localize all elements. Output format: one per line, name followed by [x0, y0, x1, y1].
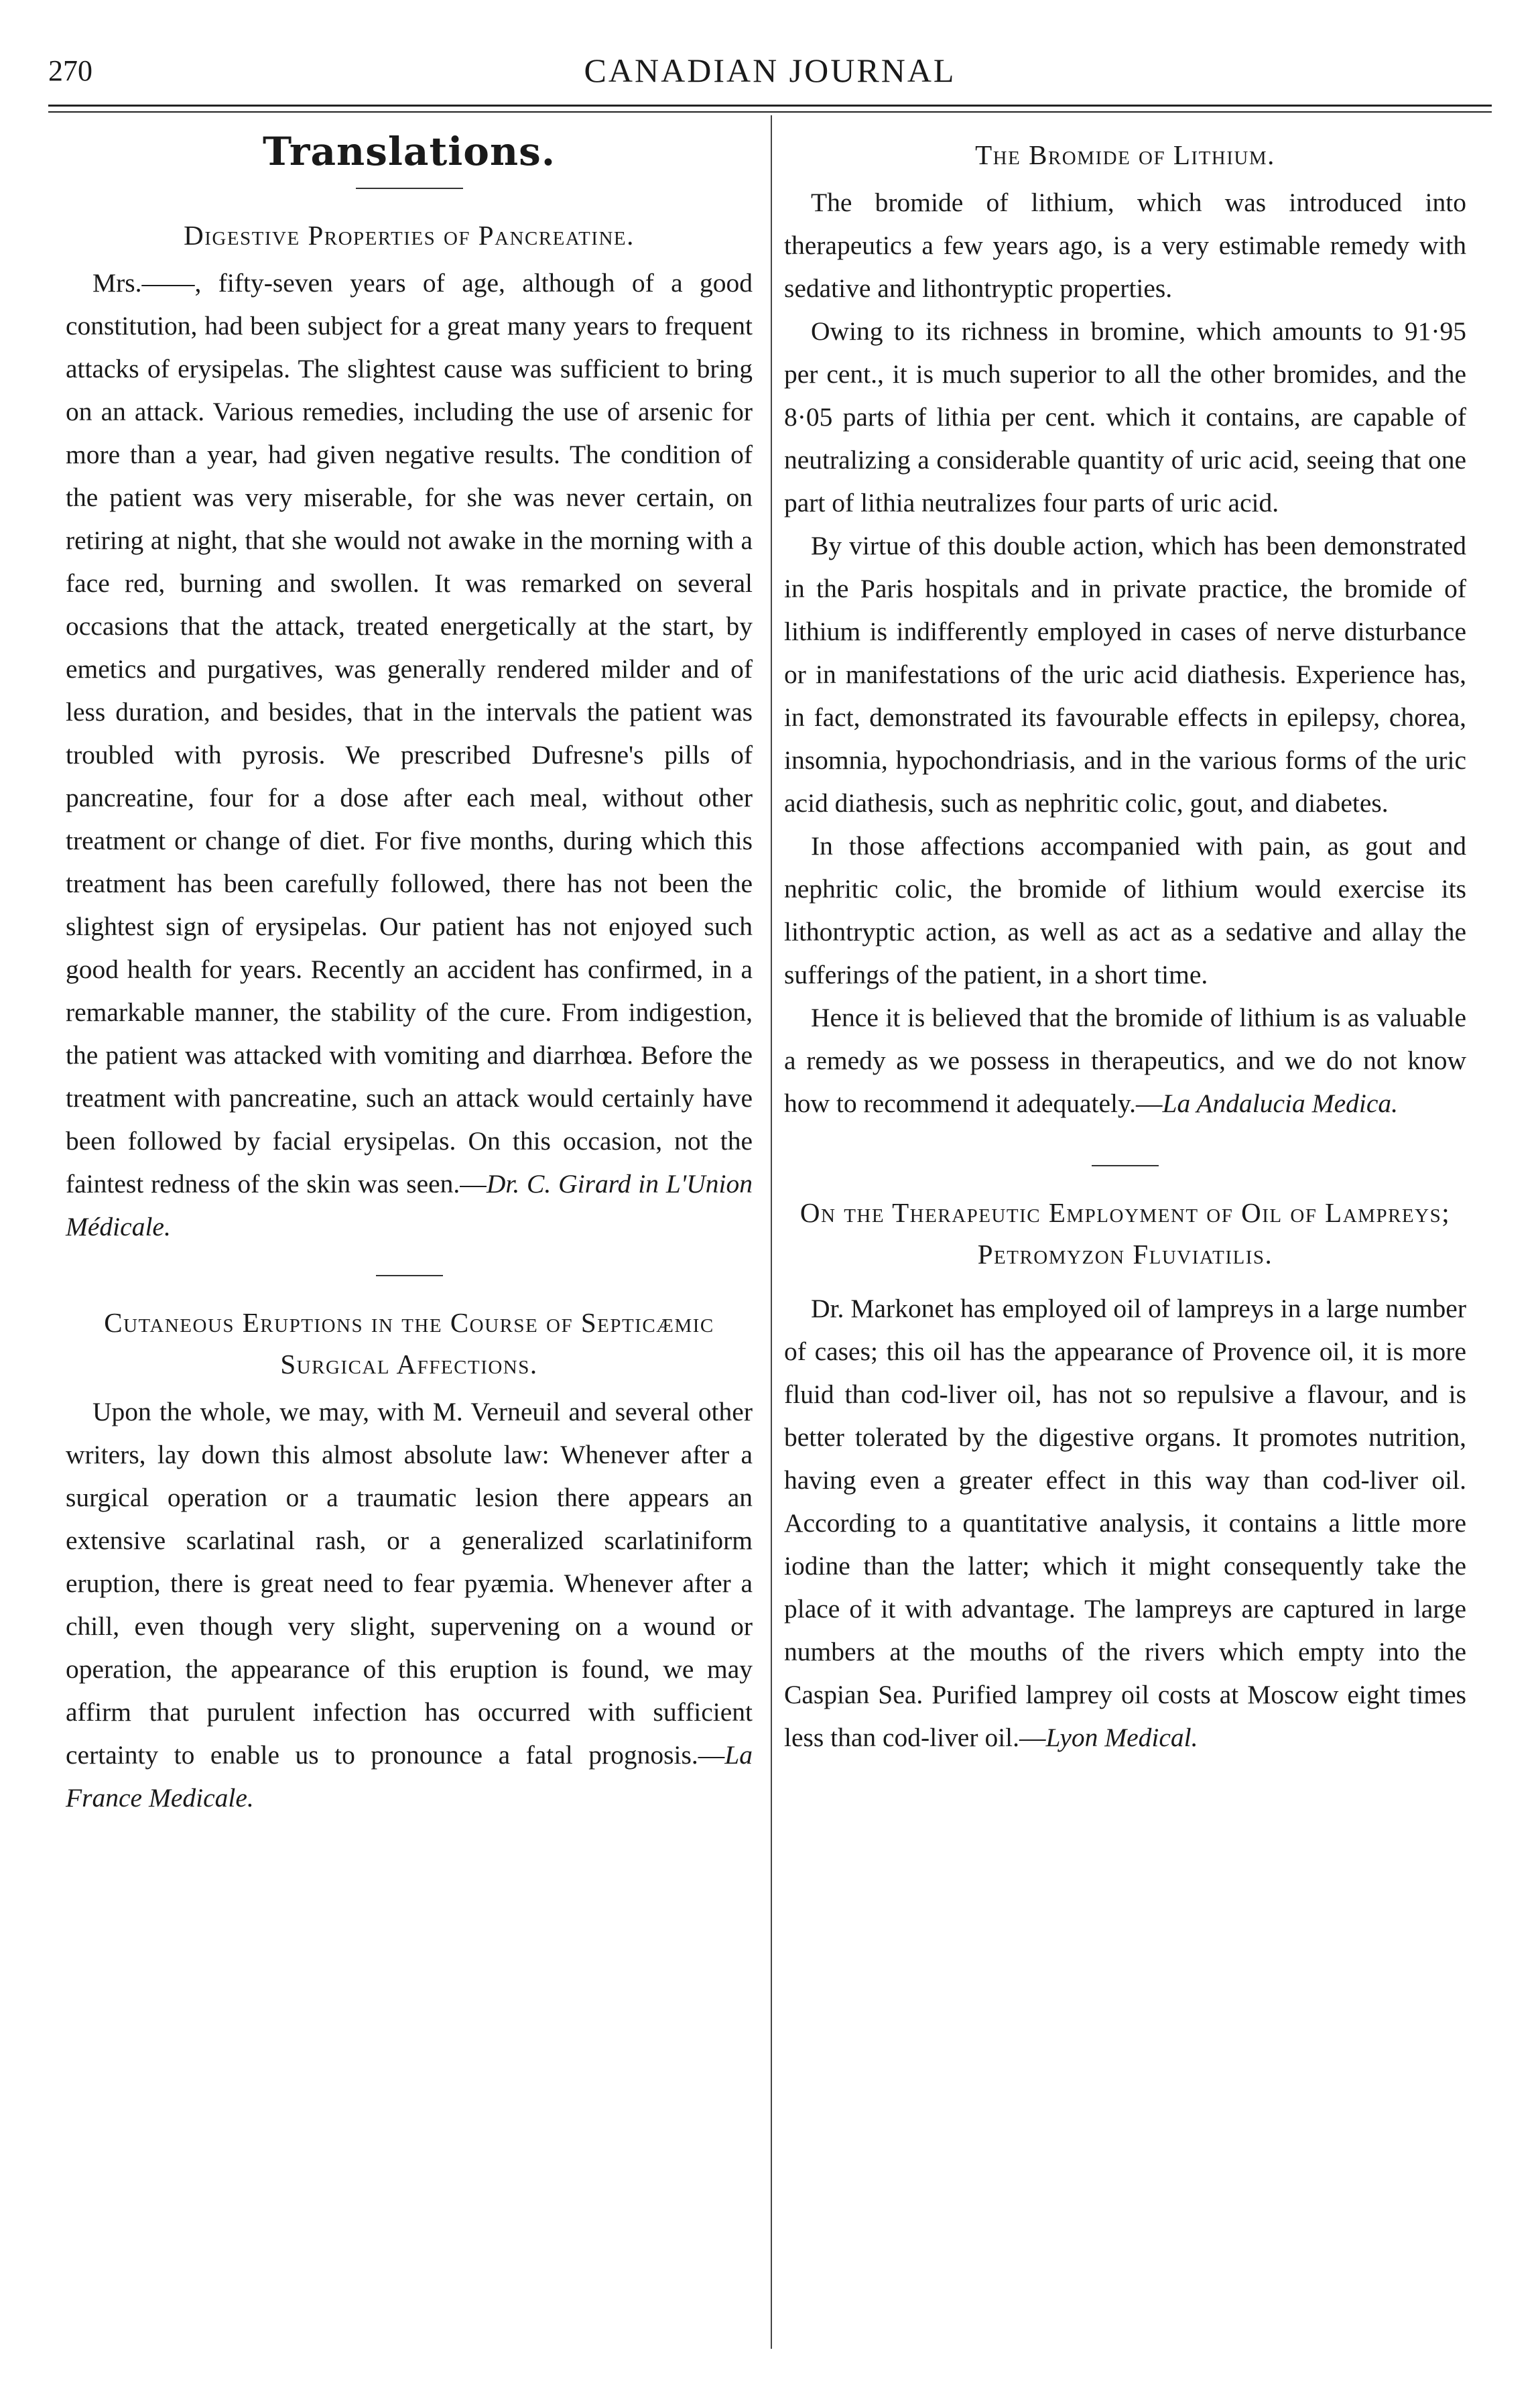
- article-body: Dr. Markonet has employed oil of lampreys in a large number of cases; this oil has the appearance of Provence oil, it is more fluid than cod-liver oil, has not so repulsive a flavour, and is better tolerated by the digestive organs. It promotes nutrition, having even a greater effect in this way than cod-liver oil. According to a quantitative analysis, it contains a little more iodine than the latter; which it might consequently take the place of it with advantage. The lampreys are captured in large numbers at the mouths of the rivers which empty into the Caspian Sea. Purified lamprey oil costs at Moscow eight times less than cod-liver oil.—Lyon Medical.: [784, 1294, 1466, 1752]
- article-heading: Digestive Properties of Pancreatine.: [184, 220, 635, 251]
- left-column: [66, 121, 753, 1819]
- article-paragraph: Owing to its richness in bromine, which amounts to 91·95 per cent., it is much superior to all the other bromides, and the 8·05 parts of lithia per cent. which it contains, are capable of neutralizing a considerable quantity of uric acid, seeing that one part of lithia neutralizes four parts of uric acid.: [784, 316, 1466, 517]
- page-header: [48, 42, 1492, 95]
- header-rule-thin: [48, 111, 1492, 113]
- column-divider: [771, 115, 772, 2349]
- article-heading: On the Therapeutic Employment of Oil of Lampreys; Petromyzon Fluviatilis.: [799, 1197, 1451, 1270]
- page-number: 270: [48, 54, 92, 87]
- header-rule: [48, 105, 1492, 107]
- article-paragraph: The bromide of lithium, which was introduced into therapeutics a few years ago, is a very estimable remedy with sedative and lithontryptic properties.: [784, 188, 1466, 303]
- section-title: Translations.: [262, 129, 556, 174]
- article-source: Dr. C. Girard in L'Union Médicale.: [66, 1169, 753, 1241]
- article-body: Upon the whole, we may, with M. Verneuil and several other writers, lay down this almost absolute law: Whenever after a surgical operation or a traumatic lesion there appears an extensive scarlatinal rash, or a generalized scarlatiniform eruption, there is great need to fear pyæmia. Whenever after a chill, even though very slight, supervening on a wound or operation, the appearance of this eruption is found, we may affirm that purulent infection has occurred with sufficient certainty to enable us to pronounce a fatal prognosis.—La France Medicale.: [66, 1397, 753, 1813]
- article-separator: [1092, 1165, 1159, 1166]
- article-body: Mrs.——, fifty-seven years of age, although of a good constitution, had been subject for a great many years to frequent attacks of erysipelas. The slightest cause was sufficient to bring on an attack. Various remedies, including the use of arsenic for more than a year, had given negative results. The condition of the patient was very miserable, for she was never certain, on retiring at night, that she would not awake in the morning with a face red, burning and swollen. It was remarked on several occasions that the attack, treated energetically at the start, by emetics and purgatives, was generally rendered milder and of less duration, and besides, that in the intervals the patient was troubled with pyrosis. We prescribed Dufresne's pills of pancreatine, four for a dose after each meal, without other treatment or change of diet. For five months, during which this treatment has been carefully followed, there has not been the slightest sign of erysipelas. Our patient has not enjoyed such good health for years. Recently an accident has confirmed, in a remarkable manner, the stability of the cure. From indigestion, the patient was attacked with vomiting and diarrhœa. Before the treatment with pancreatine, such an attack would certainly have been followed by facial erysipelas. On this occasion, not the faintest redness of the skin was seen.—Dr. C. Girard in L'Union Médicale.: [66, 268, 753, 1241]
- title-rule: [356, 188, 463, 189]
- article-source: La Andalucia Medica.: [1162, 1089, 1398, 1118]
- article-paragraph: By virtue of this double action, which has been demonstrated in the Paris hospitals and in private practice, the bromide of lithium is indifferently employed in cases of nerve disturbance or in manifestations of the uric acid diathesis. Experience has, in fact, demonstrated its favourable effects in epilepsy, chorea, insomnia, hypochondriasis, and in the various forms of the uric acid diathesis, such as nephritic colic, gout, and diabetes.: [784, 531, 1466, 818]
- article-separator: [376, 1275, 443, 1276]
- running-head: CANADIAN JOURNAL: [584, 52, 956, 89]
- article-source: Lyon Medical.: [1045, 1723, 1198, 1752]
- article-source: La France Medicale.: [66, 1740, 753, 1813]
- article-paragraph: Hence it is believed that the bromide of lithium is as valuable a remedy as we possess in therapeutics, and we do not know how to recommend it adequately.—La Andalucia Medica.: [784, 1003, 1466, 1118]
- article-heading: Cutaneous Eruptions in the Course of Septicæmic Surgical Affections.: [104, 1307, 714, 1380]
- right-column: [784, 121, 1466, 1759]
- article-paragraph: In those affections accompanied with pain, as gout and nephritic colic, the bromide of lithium would exercise its lithontryptic action, as well as act as a sedative and allay the sufferings of the patient, in a short time.: [784, 831, 1466, 989]
- article-heading: The Bromide of Lithium.: [975, 139, 1275, 170]
